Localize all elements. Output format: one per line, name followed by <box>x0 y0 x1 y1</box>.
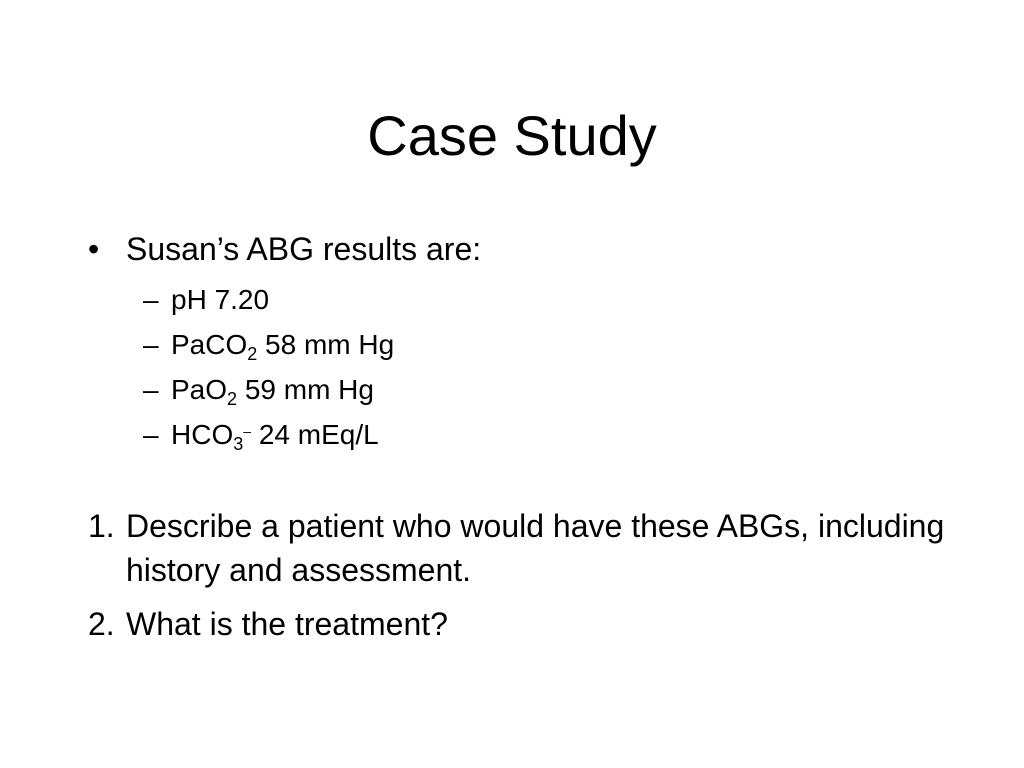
abg-results-list <box>143 277 394 457</box>
questions-list <box>88 504 948 656</box>
result-label: pH <box>171 284 207 315</box>
result-label: HCO <box>171 419 234 450</box>
abg-result-paco2 <box>143 322 394 367</box>
bullet-marker: • <box>88 231 100 267</box>
result-value: 7.20 <box>214 284 270 315</box>
dash-marker: – <box>143 329 159 360</box>
result-value: 24 mEq/L <box>258 419 379 450</box>
dash-marker: – <box>143 284 159 315</box>
question-item <box>88 504 948 592</box>
bullet-text: Susan’s ABG results are: <box>126 231 482 267</box>
dash-marker: – <box>143 419 159 450</box>
abg-result-ph <box>143 277 394 322</box>
abg-result-hco3 <box>143 412 394 457</box>
slide-title: Case Study <box>367 104 657 167</box>
question-text: Describe a patient who would have these ABGs, including history and assessment. <box>126 508 945 588</box>
result-subscript: 3 <box>233 434 244 454</box>
question-item <box>88 602 948 646</box>
result-value: 59 mm Hg <box>244 374 374 405</box>
question-number: 1. <box>88 508 115 544</box>
result-superscript: – <box>243 423 252 439</box>
dash-marker: – <box>143 374 159 405</box>
result-subscript: 2 <box>247 344 258 364</box>
question-number: 2. <box>88 606 115 642</box>
question-text: What is the treatment? <box>126 606 448 642</box>
bullet-item <box>88 224 481 274</box>
result-label: PaO <box>171 374 228 405</box>
abg-result-pao2 <box>143 367 394 412</box>
result-value: 58 mm Hg <box>265 329 395 360</box>
result-label: PaCO <box>171 329 248 360</box>
result-subscript: 2 <box>227 389 238 409</box>
